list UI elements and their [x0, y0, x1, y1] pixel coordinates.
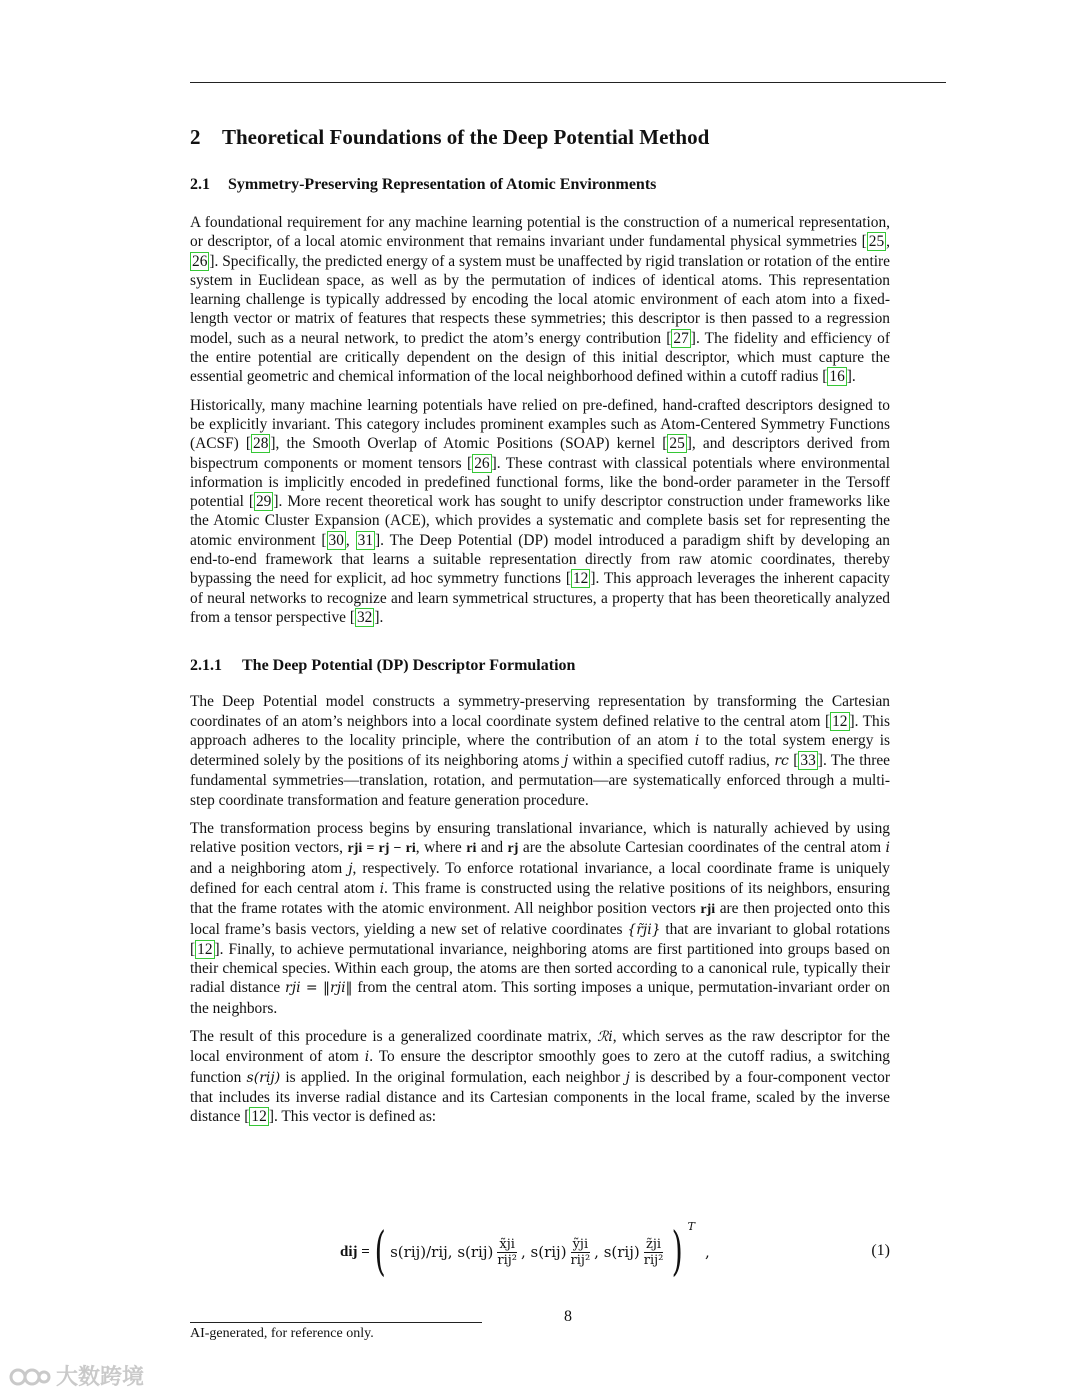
- citation-link[interactable]: 32: [356, 608, 373, 626]
- equation-term: , s(rij): [520, 1243, 567, 1261]
- paragraph-5: The result of this procedure is a generalized coordinate matrix, ℛi, which serves as the raw descriptor for the local environment of atom i. To ensure the descriptor smoothly goes to zero at the cutoff radius, a switching function s(rij) is applied. In the original formulation, each neighbor j is described by a four-component vector that includes its inverse radial distance and its Cartesian components in the local frame, scaled by the inverse distance [ 12 ]. This vector is defined as:: [190, 1027, 891, 1126]
- math-inline: rc: [774, 753, 789, 770]
- equation-body: [340, 1219, 710, 1282]
- math-inline: i: [379, 880, 385, 897]
- subsection-title: Symmetry-Preserving Representation of Atomic Environments: [228, 176, 657, 193]
- citation-link[interactable]: 28: [253, 435, 269, 453]
- section-heading: [190, 122, 890, 152]
- subsubsection-heading: [190, 655, 890, 677]
- math-inline: j: [563, 753, 569, 770]
- subsection-heading: [190, 174, 890, 196]
- equation-comma: ,: [705, 1243, 710, 1261]
- paragraph-1: A foundational requirement for any machine learning potential is the construction of a numerical representation, or descriptor, of a local atomic environment that remains invariant under fundamental physical symmetries [ 25 , 26 ]. Specifically, the predicted energy of a system must be unaffected by rigid translation or rotation of the entire system in Euclidean space, as well as by the permutation of indices of identical atoms. This representation learning challenge is typically addressed by encoding the local atomic environment of each atom into a fixed-length vector or matrix of features that respects these symmetries; this descriptor is then passed to a regression model, such as a neural network, to predict the atom’s energy contribution [ 27 ]. The fidelity and efficiency of the entire potential are critically dependent on the design of this initial descriptor, which must capture the essential geometric and chemical information of the local neighborhood defined within a cutoff radius [ 16 ].: [190, 214, 890, 386]
- citation-link[interactable]: 33: [800, 752, 816, 770]
- citation-link[interactable]: 25: [868, 233, 885, 251]
- citation-link[interactable]: 12: [251, 1108, 267, 1126]
- paragraph-3: The Deep Potential model constructs a symmetry-preserving representation by transforming the Cartesian coordinates of an atom’s neighbors into a local coordinate system defined relative to the central atom [ 12 ]. This approach adheres to the locality principle, where the contribution of an atom i to the total system energy is determined solely by the positions of its neighboring atoms j within a specified cutoff radius, rc [ 33 ]. The three fundamental symmetries—translation, rotation, and permutation—are systematically enforced through a multi-step coordinate transformation and feature generation procedure.: [190, 693, 891, 809]
- math-inline: j: [625, 1069, 630, 1086]
- equation-fraction: $\frac{\text{ỹji}}{\text{rij²}}$: [570, 1236, 591, 1268]
- footnote-rule: [190, 1322, 482, 1323]
- equation-term: , s(rij): [594, 1243, 640, 1261]
- left-paren: (: [374, 1222, 386, 1282]
- equation-lhs: dij =: [340, 1243, 370, 1260]
- math-inline: j: [348, 860, 353, 877]
- citation-link[interactable]: 12: [832, 712, 848, 730]
- footnote: AI-generated, for reference only.: [190, 1326, 374, 1341]
- citation-link[interactable]: 30: [328, 531, 344, 549]
- subsubsection-title: The Deep Potential (DP) Descriptor Formulation: [242, 657, 576, 675]
- citation-link[interactable]: 16: [829, 368, 845, 386]
- equation-fraction: $\frac{z̃ji}{\text{rij²}}$: [643, 1236, 664, 1268]
- watermark-text: 大数跨境: [56, 1365, 145, 1390]
- citation-link[interactable]: 25: [669, 435, 685, 453]
- math-inline: ℛi: [597, 1028, 613, 1045]
- citation-link[interactable]: 26: [192, 252, 208, 270]
- paragraph-2: Historically, many machine learning potentials have relied on pre-defined, hand-crafted descriptors designed to be explicitly invariant. This category includes prominent examples such as Atom-Centered Symmetry Functions (ACSF) [ 28 ], the Smooth Overlap of Atomic Positions (SOAP) kernel [ 25 ], and descriptors derived from bispectrum components or moment tensors [ 26 ]. These contrast with classical potentials where environmental information is implicitly encoded in predefined functional forms, like the bond-order parameter in the Tersoff potential [ 29 ]. More recent theoretical work has sought to unify descriptor construction under frameworks like the Atomic Cluster Expansion (ACE), which provides a systematic and complete basis set for representing the atomic environment [ 30 , 31 ]. The Deep Potential (DP) model introduced a paradigm shift by developing an end-to-end framework that learns a suitable representation directly from raw atomic coordinates, thereby bypassing the need for explicit, ad hoc symmetry functions [ 12 ]. This approach leverages the inherent capacity of neural networks to recognize and learn symmetrical structures, a property that has been theoretically analyzed from a tensor perspective [ 32 ].: [190, 396, 890, 626]
- watermark-logo-icon: [8, 1364, 52, 1388]
- math-inline: ri: [466, 841, 477, 857]
- citation-link[interactable]: 29: [255, 493, 272, 511]
- math-inline: rji: [700, 902, 716, 918]
- math-inline: i: [694, 732, 700, 749]
- section-title: Theoretical Foundations of the Deep Potential Method: [222, 125, 710, 149]
- citation-link[interactable]: 12: [572, 570, 589, 588]
- citation-link[interactable]: 26: [474, 454, 490, 472]
- math-inline: rji = rj − ri: [347, 841, 416, 857]
- subsubsection-number: 2.1.1: [190, 657, 222, 675]
- main-content: [190, 122, 890, 1135]
- equation-term: s(rij)/rij, s(rij): [390, 1243, 494, 1261]
- math-inline: i: [364, 1049, 370, 1066]
- citation-link[interactable]: 31: [357, 531, 374, 549]
- citation-link[interactable]: 27: [673, 329, 689, 347]
- math-inline: {r̃ji}: [627, 921, 661, 938]
- math-inline: rj: [507, 841, 519, 857]
- equation-number: (1): [871, 1242, 890, 1259]
- equation-fraction: $\frac{x̃ji}{\text{rij²}}$: [497, 1236, 517, 1268]
- section-number: 2: [190, 125, 201, 149]
- paragraph-4: The transformation process begins by ensuring translational invariance, which is naturally achieved by using relative position vectors, rji = rj − ri, where ri and rj are the absolute Cartesian coordinates of the central atom i and a neighboring atom j, respectively. To enforce rotational invariance, a local coordinate frame is uniquely defined for each central atom i. This frame is constructed using the relative positions of its neighbors, ensuring that the frame rotates with the atomic environment. All neighbor position vectors rji are then projected onto this local frame’s basis vectors, yielding a new set of relative coordinates {r̃ji} that are invariant to global rotations [ 12 ]. Finally, to achieve permutational invariance, neighboring atoms are first partitioned into groups based on their chemical species. Within each group, the atoms are then sorted according to a canonical rule, typically their radial distance rji = ‖rji‖ from the central atom. This sorting imposes a unique, permutation-invariant order on the neighbors.: [190, 820, 891, 1017]
- subsection-number: 2.1: [190, 176, 210, 193]
- math-inline: i: [885, 840, 891, 857]
- math-inline: s(rij): [246, 1069, 281, 1086]
- page-number: 8: [564, 1308, 572, 1325]
- top-rule: [190, 82, 946, 83]
- transpose-superscript: T: [687, 1219, 695, 1233]
- right-paren: ): [671, 1222, 684, 1282]
- equation-1: [190, 1216, 890, 1288]
- citation-link[interactable]: 12: [197, 940, 213, 958]
- math-inline: rji = ‖rji‖: [285, 980, 353, 997]
- watermark: [8, 1360, 144, 1391]
